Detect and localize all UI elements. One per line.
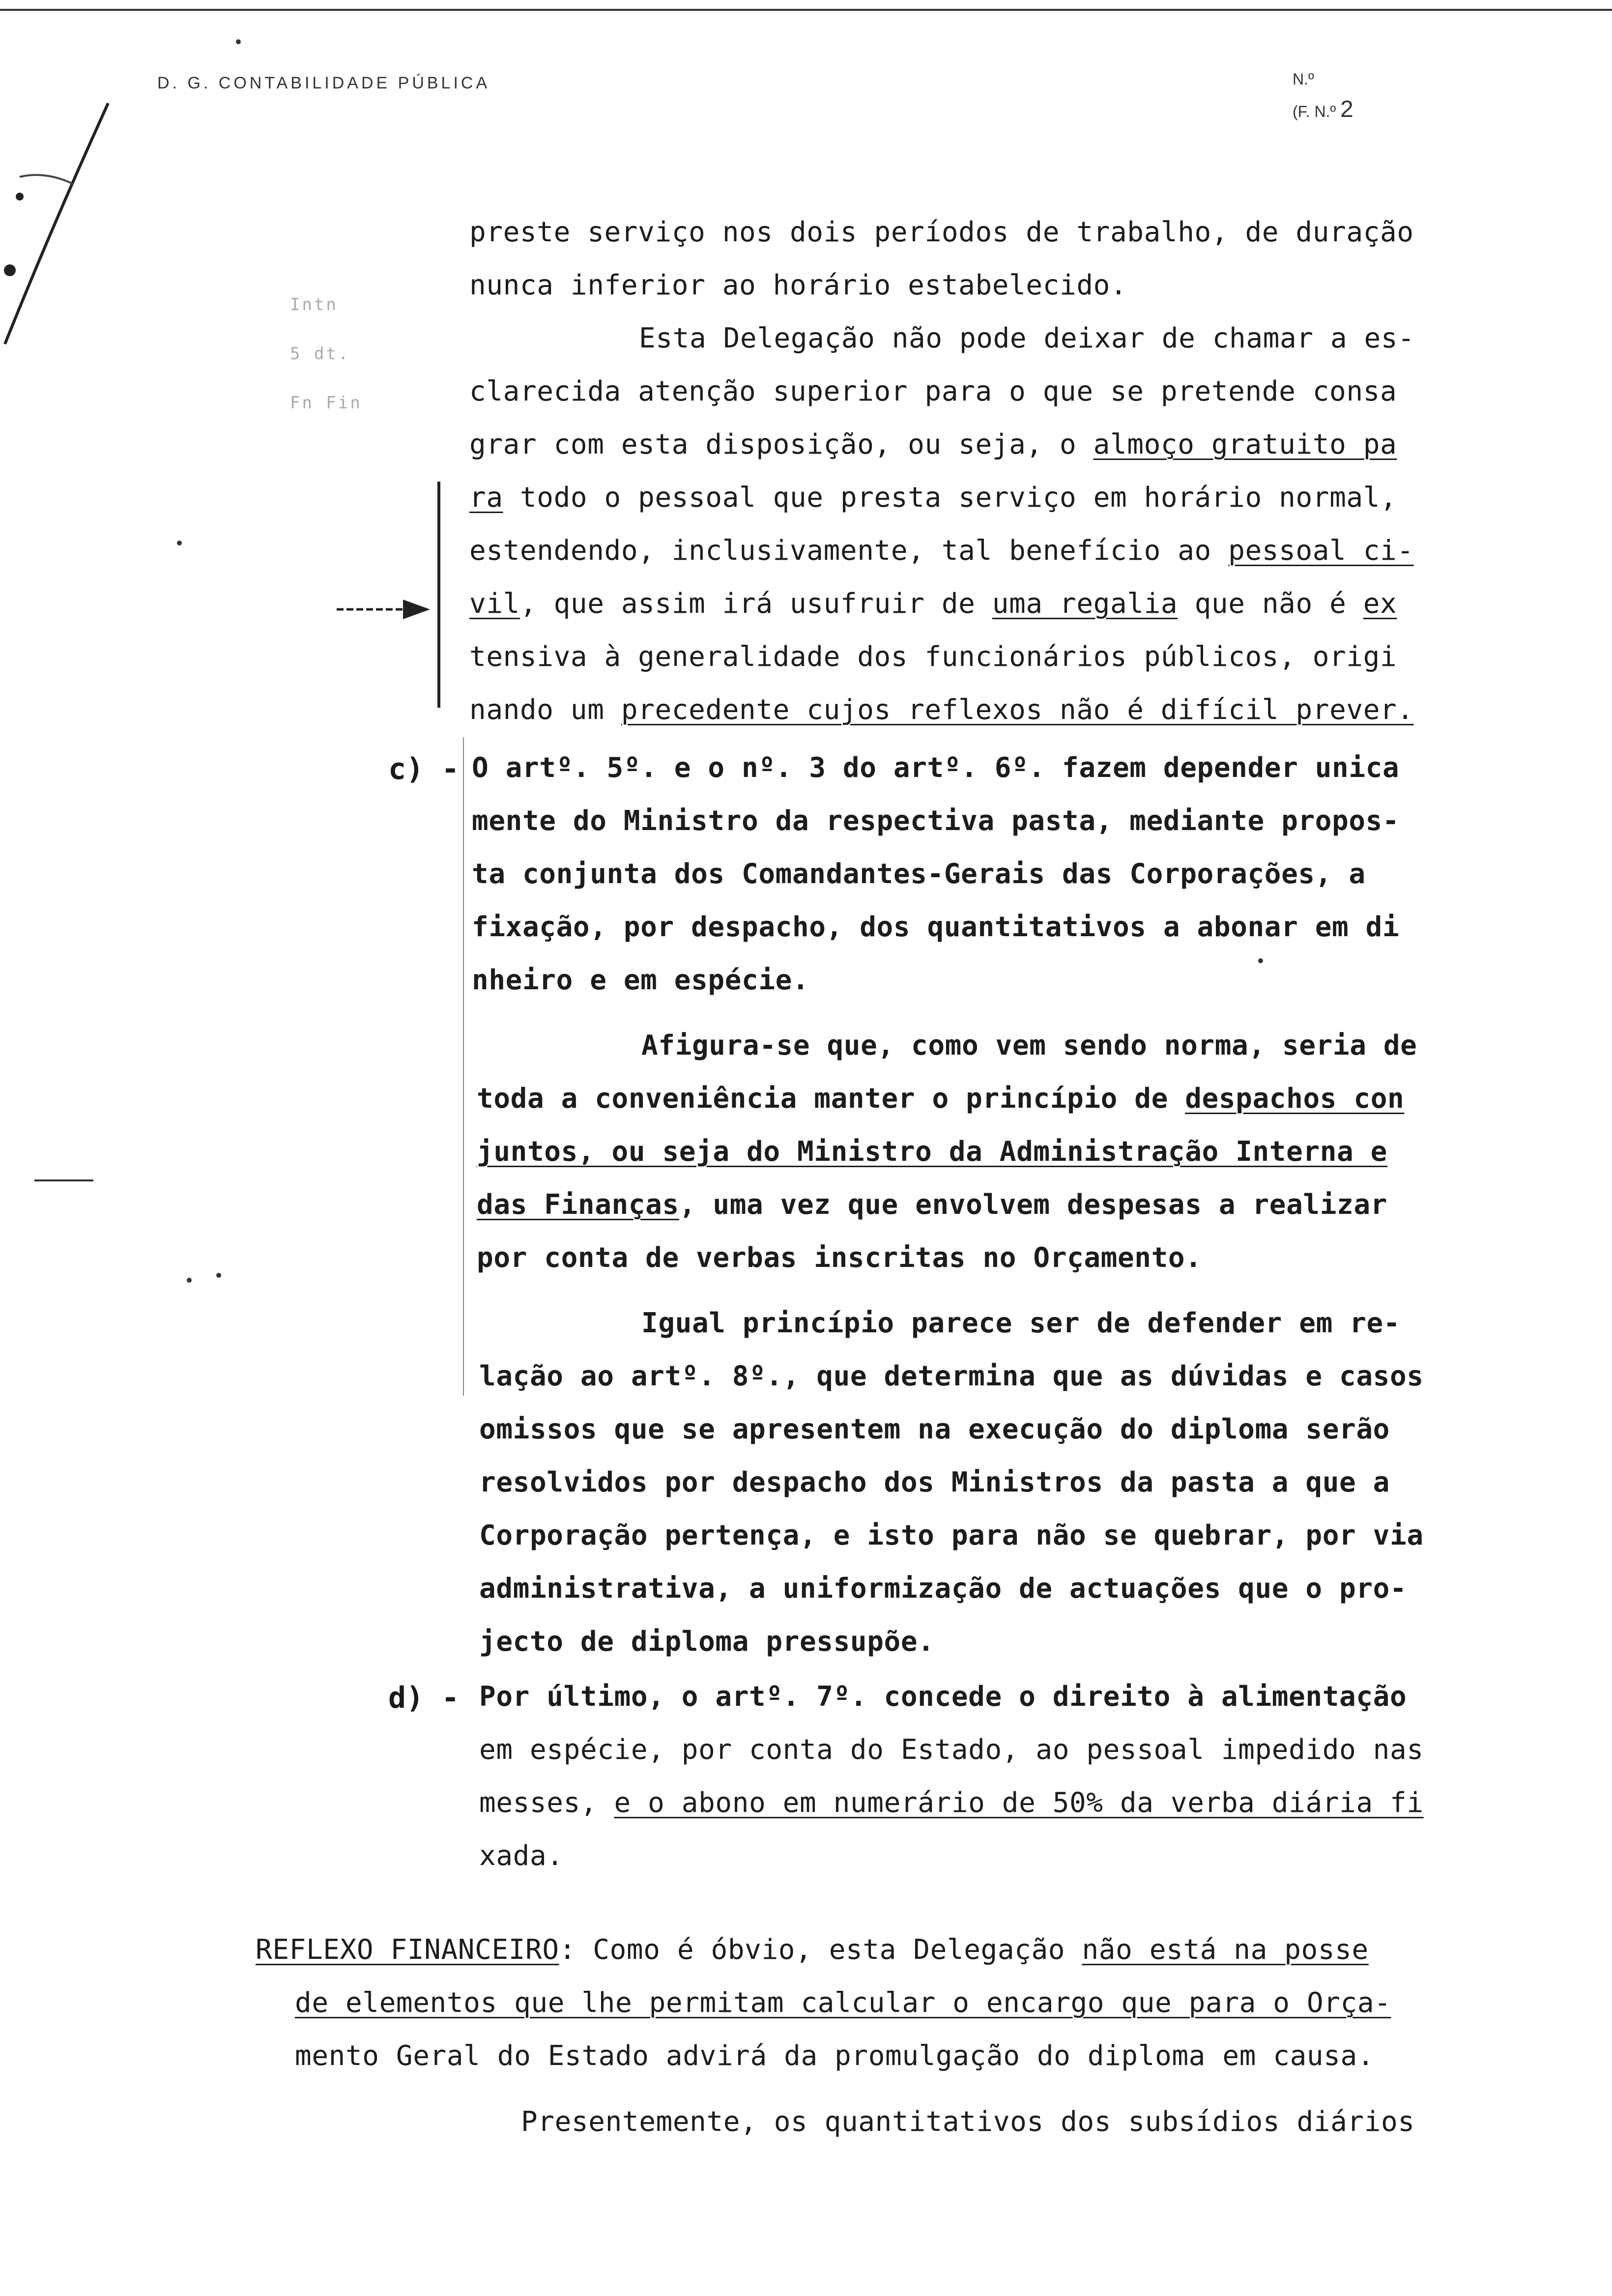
text-line [256, 1934, 1369, 1966]
underlined-phrase: precedente cujos reflexos não é difícil prever. [621, 694, 1414, 726]
form-number-block [1293, 64, 1353, 127]
text-line: fixação, por despacho, dos quantitativos a abonar em di [472, 911, 1400, 943]
text-line [477, 1083, 1404, 1115]
text-line: Por último, o artº. 7º. concede o direito à alimentação [479, 1681, 1407, 1713]
paper-speck [177, 541, 182, 545]
underlined-phrase: vil [469, 588, 520, 620]
underlined-phrase: ra [469, 482, 503, 514]
underlined-phrase: das Finanças [477, 1189, 679, 1221]
item-marker-d: d) - [388, 1681, 460, 1715]
text-line: jecto de diploma pressupõe. [479, 1626, 935, 1658]
text-line: lação ao artº. 8º., que determina que as dúvidas e casos [479, 1360, 1424, 1392]
text-span: todo o pessoal que presta serviço em horário normal, [503, 482, 1397, 514]
form-number: 2 [1340, 96, 1353, 122]
paper-speck [236, 39, 241, 44]
margin-faint-note: Intn [290, 295, 338, 315]
number-label: N.º [1293, 70, 1314, 88]
underlined-phrase: juntos, ou seja do Ministro da Administração Interna e [477, 1136, 1388, 1168]
underlined-phrase: uma regalia [992, 588, 1178, 620]
text-line [477, 1189, 1387, 1221]
paper-speck [216, 1273, 221, 1278]
text-line: Corporação pertença, e isto para não se quebrar, por via [479, 1520, 1424, 1551]
margin-faint-note: 5 dt. [290, 344, 350, 364]
text-span: nando um [469, 694, 621, 726]
text-line: omissos que se apresentem na execução do diploma serão [479, 1413, 1390, 1445]
margin-bracket-mark [0, 98, 118, 354]
text-line [469, 482, 1397, 514]
text-line: Esta Delegação não pode deixar de chamar a es- [639, 322, 1415, 354]
underlined-phrase: e o abono em numerário de 50% da verba diária fi [614, 1787, 1424, 1819]
text-span: grar com esta disposição, ou seja, o [469, 429, 1094, 460]
text-line: O artº. 5º. e o nº. 3 do artº. 6º. fazem depender unica [472, 752, 1400, 784]
form-label-row [1293, 94, 1353, 127]
paper-speck [187, 1278, 192, 1283]
text-line: administrativa, a uniformização de actuações que o pro- [479, 1573, 1407, 1605]
margin-arrow-icon [334, 595, 432, 624]
text-line: ta conjunta dos Comandantes-Gerais das Corporações, a [472, 858, 1366, 890]
text-line: clarecida atenção superior para o que se pretende consa [469, 375, 1397, 407]
text-line: resolvidos por despacho dos Ministros da pasta a que a [479, 1466, 1390, 1498]
paper-speck [1258, 958, 1263, 963]
text-line: por conta de verbas inscritas no Orçamento. [477, 1242, 1202, 1274]
margin-emphasis-bar [437, 482, 440, 708]
margin-dash [34, 1179, 93, 1181]
text-span: messes, [479, 1787, 614, 1819]
text-line: nheiro e em espécie. [472, 964, 809, 996]
underlined-phrase: despachos con [1185, 1083, 1405, 1115]
form-label: (F. N.º [1293, 103, 1336, 120]
text-line: Presentemente, os quantitativos dos subsídios diários [521, 2106, 1415, 2138]
margin-faint-note: Fn Fin [290, 393, 362, 413]
text-span: , que assim irá usufruir de [519, 588, 992, 620]
text-line: mento Geral do Estado advirá da promulgação do diploma em causa. [295, 2040, 1375, 2072]
underlined-phrase: não está na posse [1082, 1934, 1369, 1966]
department-header: D. G. CONTABILIDADE PÚBLICA [157, 74, 490, 92]
underlined-phrase: ex [1363, 588, 1397, 620]
text-line: preste serviço nos dois períodos de trabalho, de duração [469, 216, 1414, 248]
underlined-phrase: pessoal ci- [1228, 535, 1414, 567]
section-heading: REFLEXO FINANCEIRO [256, 1934, 559, 1966]
margin-rule [463, 737, 464, 1396]
text-line [469, 588, 1397, 620]
text-line: mente do Ministro da respectiva pasta, mediante propos- [472, 805, 1400, 837]
item-marker-c: c) - [388, 752, 460, 786]
top-rule [0, 9, 1612, 11]
text-span: , uma vez que envolvem despesas a realizar [679, 1189, 1388, 1221]
text-line: tensiva à generalidade dos funcionários públicos, origi [469, 641, 1397, 673]
text-line: nunca inferior ao horário estabelecido. [469, 269, 1127, 301]
text-span: estendendo, inclusivamente, tal benefício ao [469, 535, 1229, 567]
text-line [469, 535, 1414, 567]
text-line: Igual princípio parece ser de defender em re- [641, 1307, 1401, 1339]
text-line: em espécie, por conta do Estado, ao pessoal impedido nas [479, 1734, 1424, 1766]
text-span: : Como é óbvio, esta Delegação [559, 1934, 1082, 1966]
text-line [469, 694, 1414, 726]
underlined-phrase: de elementos que lhe permitam calcular o encargo que para o Orça- [295, 1987, 1391, 2019]
underlined-phrase: almoço gratuito pa [1093, 429, 1397, 460]
text-line: Afigura-se que, como vem sendo norma, seria de [641, 1030, 1417, 1062]
text-line [469, 429, 1397, 460]
text-line [479, 1787, 1424, 1819]
text-line: xada. [479, 1840, 564, 1872]
text-span: que não é [1178, 588, 1363, 620]
text-span: toda a conveniência manter o princípio de [477, 1083, 1185, 1115]
